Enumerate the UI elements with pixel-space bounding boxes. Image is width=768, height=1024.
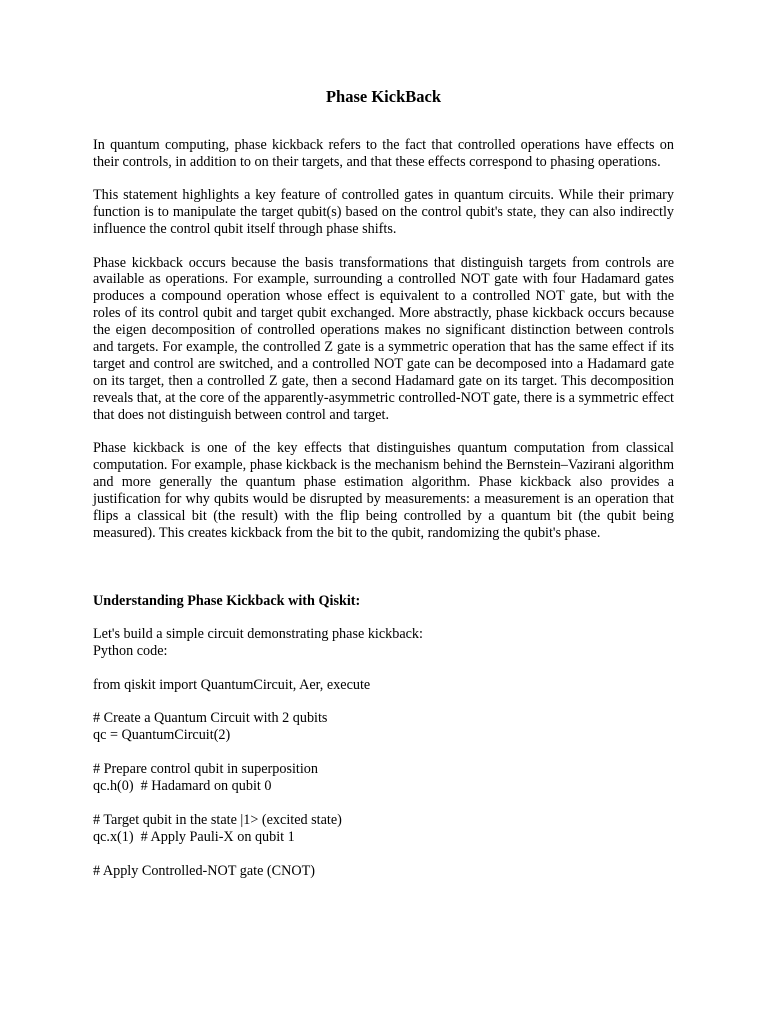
spacer xyxy=(93,660,674,677)
code-comment-prepare: # Prepare control qubit in superposition xyxy=(93,761,318,778)
paragraph-key-feature: This statement highlights a key feature of controlled gates in quantum circuits. While their primary function is to manipulate the target qubit(s) based on the control qubit's state, they can also indirectly influence the control qubit itself through phase shifts. xyxy=(93,187,674,238)
code-comment-target: # Target qubit in the state |1> (excited state) xyxy=(93,811,342,828)
spacer xyxy=(93,694,674,711)
code-line-create: qc = QuantumCircuit(2) xyxy=(93,727,231,744)
spacer xyxy=(93,744,674,761)
spacer xyxy=(93,846,674,863)
paragraph-definition: In quantum computing, phase kickback refers to the fact that controlled operations have effects on their controls, in addition to on their targets, and that these effects correspond to phasing operations. xyxy=(93,137,674,170)
paragraph-significance: Phase kickback is one of the key effects that distinguishes quantum computation from classical computation. For example, phase kickback is the mechanism behind the Bernstein–Vazirani algorithm and more generally the quantum phase estimation algorithm. Phase kickback also provides a justification for why qubits would be disrupted by measurements: a measurement is an operation that flips a classical bit (the result) with the flip being controlled by a quantum bit (the qubit being measured). This creates kickback from the bit to the qubit, randomizing the qubit's phase. xyxy=(93,440,674,541)
code-line-prepare: qc.h(0) # Hadamard on qubit 0 xyxy=(93,778,272,795)
python-code-label: Python code: xyxy=(93,642,168,659)
section-heading: Understanding Phase Kickback with Qiskit: xyxy=(93,592,361,609)
document-page xyxy=(93,86,674,879)
spacer xyxy=(93,795,674,812)
code-line-target: qc.x(1) # Apply Pauli-X on qubit 1 xyxy=(93,828,295,845)
code-import-line: from qiskit import QuantumCircuit, Aer, execute xyxy=(93,676,371,693)
code-comment-create: # Create a Quantum Circuit with 2 qubits xyxy=(93,710,328,727)
paragraph-explanation: Phase kickback occurs because the basis transformations that distinguish targets from controls are available as operations. For example, surrounding a controlled NOT gate with four Hadamard gates produces a compound operation whose effect is equivalent to a controlled NOT gate, but with the roles of its control qubit and target qubit exchanged. More abstractly, phase kickback occurs because the eigen decomposition of controlled operations makes no significant distinction between controls and targets. For example, the controlled Z gate is a symmetric operation that has the same effect if its target and control are switched, and a controlled NOT gate can be decomposed into a Hadamard gate on its target, then a controlled Z gate, then a second Hadamard gate on its target. This decomposition reveals that, at the core of the apparently-asymmetric controlled-NOT gate, there is a symmetric effect that does not distinguish between control and target. xyxy=(93,254,674,423)
intro-line: Let's build a simple circuit demonstrating phase kickback: xyxy=(93,625,423,642)
code-comment-cnot: # Apply Controlled-NOT gate (CNOT) xyxy=(93,862,315,879)
document-title: Phase KickBack xyxy=(325,87,442,106)
